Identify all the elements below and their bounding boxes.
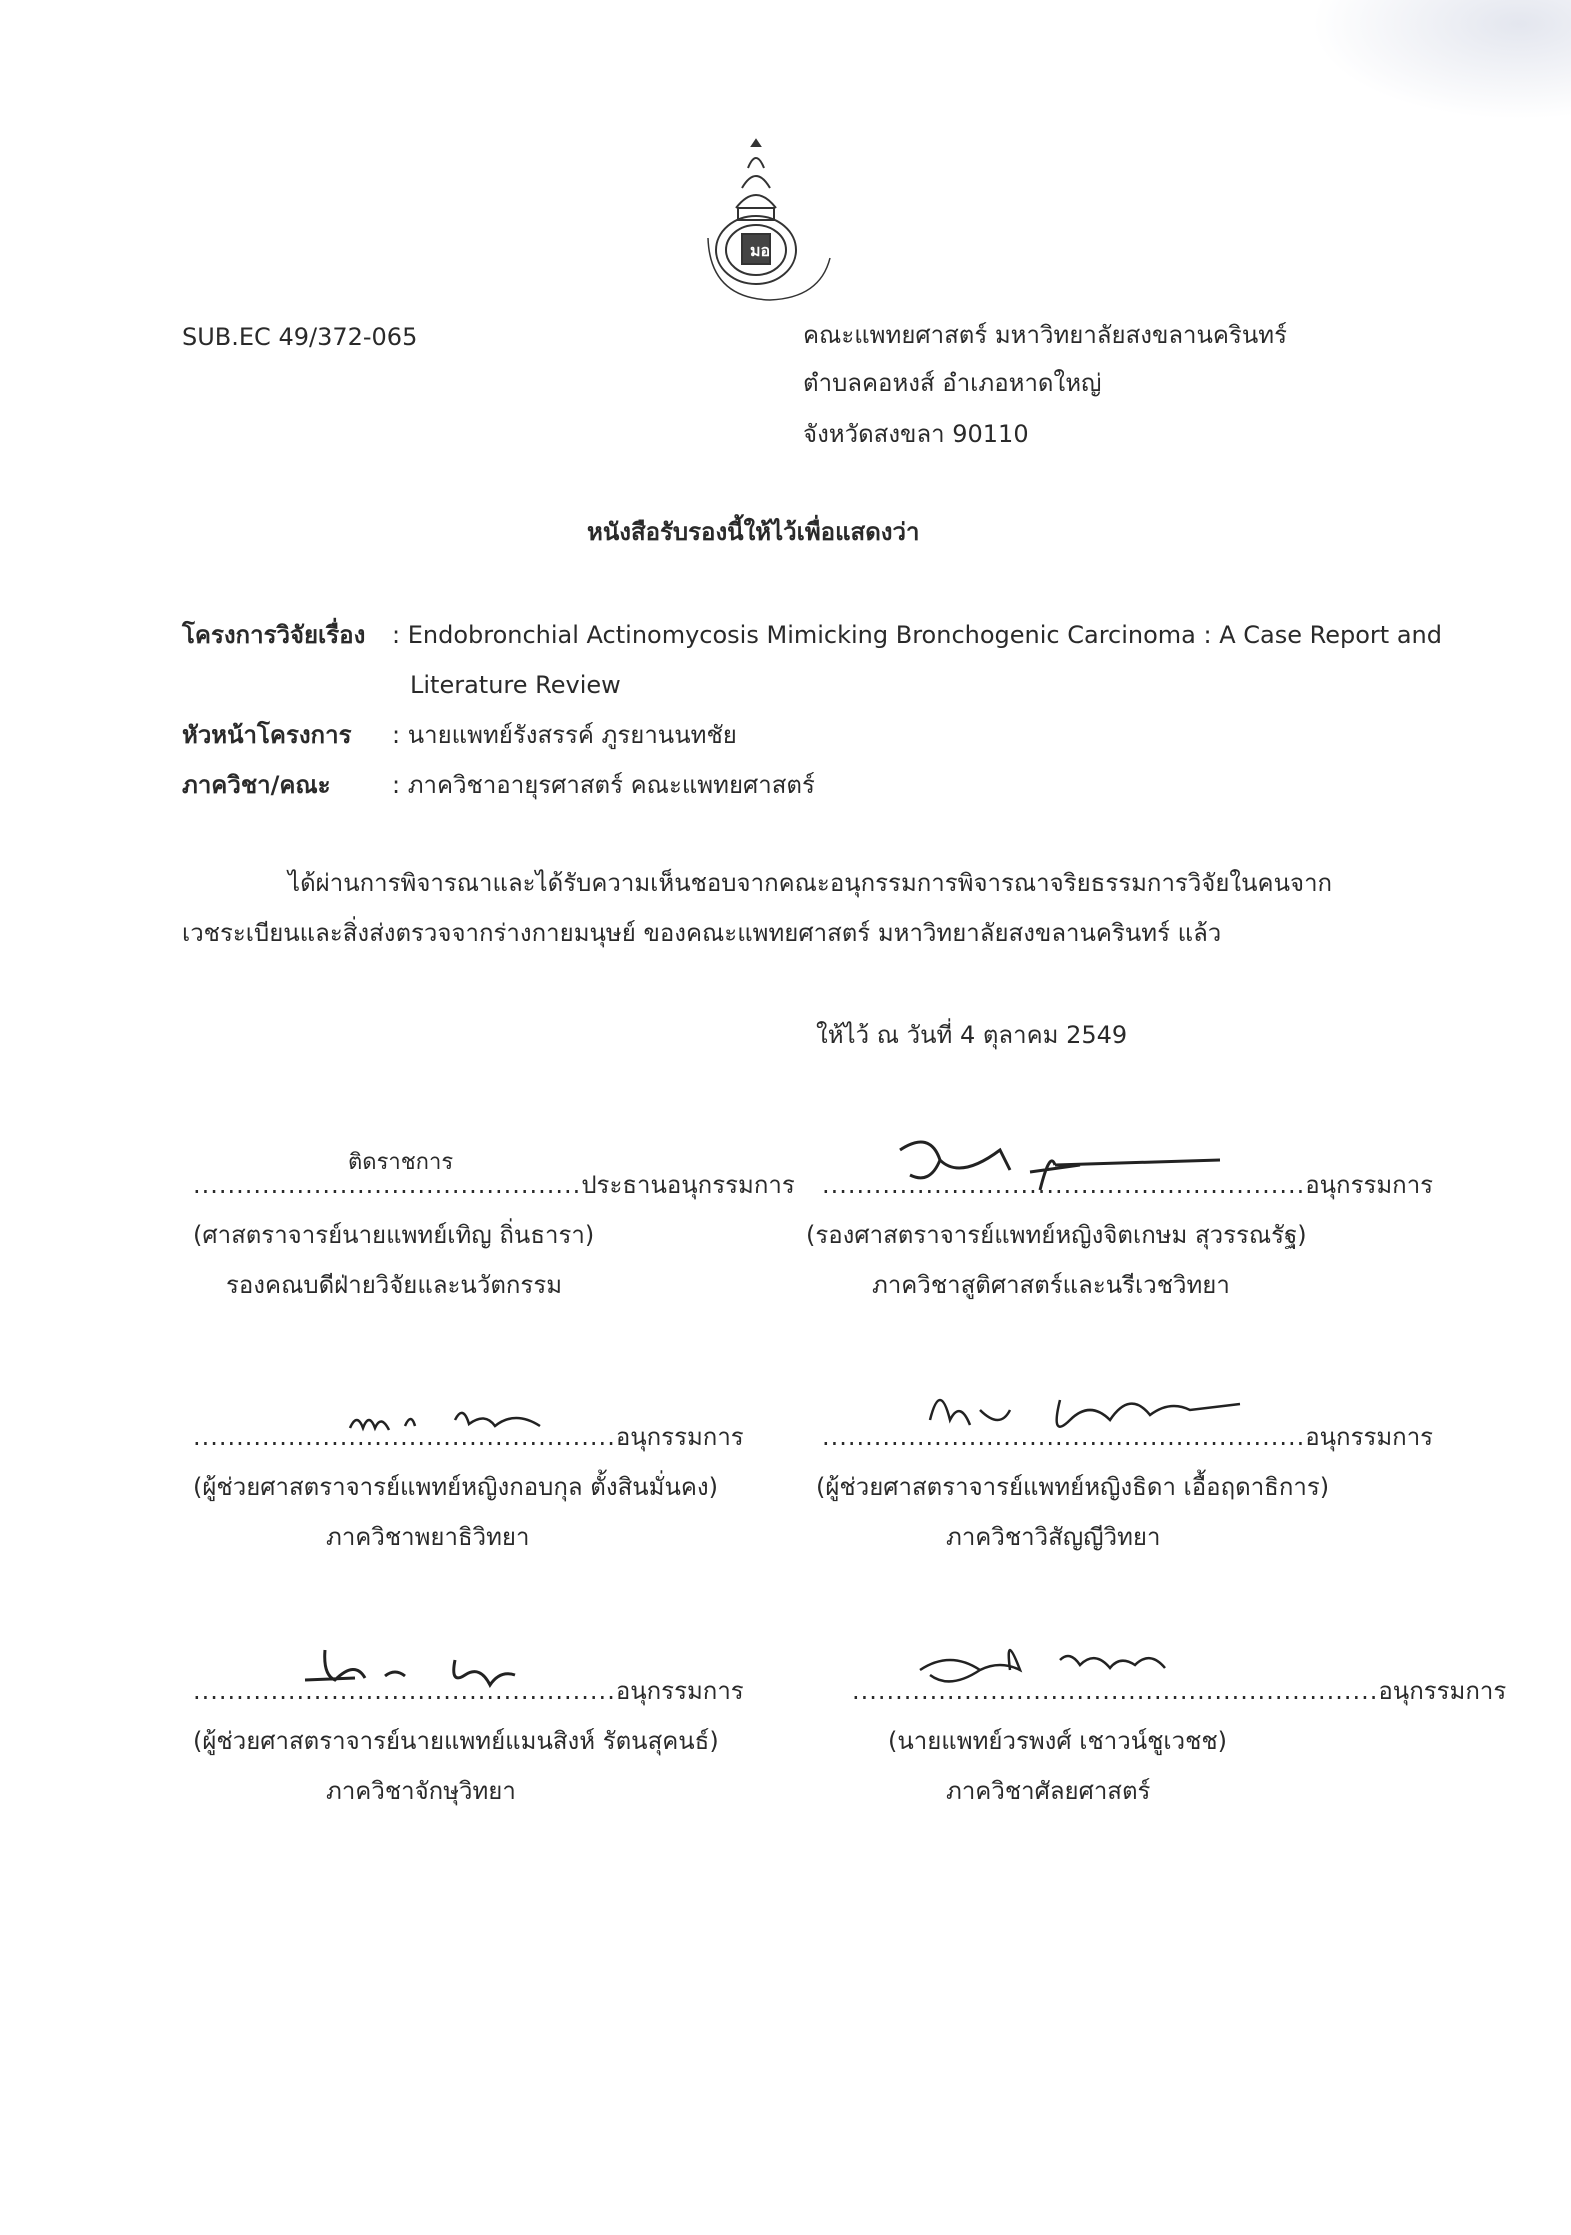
signatory-6-name: (นายแพทย์วรพงศ์ เชาวน์ชูเวชช): [888, 1727, 1228, 1755]
project-title-label: โครงการวิจัยเรื่อง: [182, 621, 366, 649]
svg-text:มอ: มอ: [750, 241, 771, 260]
department-value: : ภาควิชาอายุรศาสตร์ คณะแพทยศาสตร์: [392, 771, 815, 799]
signatory-5-position: ภาควิชาจักษุวิทยา: [326, 1777, 516, 1805]
absence-note: ติดราชการ: [348, 1150, 454, 1175]
signature-line-2: ........................................................อนุกรรมการ: [822, 1171, 1434, 1199]
project-title-line-2: Literature Review: [410, 671, 621, 699]
signatory-4-position: ภาควิชาวิสัญญีวิทยา: [946, 1523, 1161, 1551]
signatory-1-position: รองคณบดีฝ่ายวิจัยและนวัตกรรม: [226, 1271, 563, 1299]
address-line-1: คณะแพทยศาสตร์ มหาวิทยาลัยสงขลานครินทร์: [803, 321, 1287, 349]
faculty-seal-icon: [690, 138, 850, 308]
signatory-4-name: (ผู้ช่วยศาสตราจารย์แพทย์หญิงธิดา เอื้อฤดาธิการ): [816, 1473, 1330, 1501]
body-line-2: เวชระเบียนและสิ่งส่งตรวจจากร่างกายมนุษย์ ของคณะแพทยศาสตร์ มหาวิทยาลัยสงขลานครินทร์ แล้ว: [182, 919, 1222, 947]
signature-line-6: .............................................................อนุกรรมการ: [852, 1677, 1507, 1705]
address-line-3: จังหวัดสงขลา 90110: [803, 420, 1029, 448]
certificate-heading: หนังสือรับรองนี้ให้ไว้เพื่อแสดงว่า: [587, 518, 920, 546]
signature-line-4: ........................................................อนุกรรมการ: [822, 1423, 1434, 1451]
signature-line-1: .............................................ประธานอนุกรรมการ: [193, 1171, 795, 1199]
scan-smudge: [1311, 0, 1571, 120]
signatory-2-position: ภาควิชาสูติศาสตร์และนรีเวชวิทยา: [872, 1271, 1230, 1299]
issue-date: ให้ไว้ ณ วันที่ 4 ตุลาคม 2549: [816, 1021, 1128, 1049]
signatory-5-name: (ผู้ช่วยศาสตราจารย์นายแพทย์แมนสิงห์ รัตนสุคนธ์): [193, 1727, 719, 1755]
reference-number: SUB.EC 49/372-065: [182, 323, 418, 351]
body-line-1: ได้ผ่านการพิจารณาและได้รับความเห็นชอบจากคณะอนุกรรมการพิจารณาจริยธรรมการวิจัยในคนจาก: [288, 869, 1333, 897]
project-head-value: : นายแพทย์รังสรรค์ ภูรยานนทชัย: [392, 721, 737, 749]
signatory-3-position: ภาควิชาพยาธิวิทยา: [326, 1523, 530, 1551]
department-label: ภาควิชา/คณะ: [182, 771, 331, 799]
project-head-label: หัวหน้าโครงการ: [182, 721, 352, 749]
signatory-3-name: (ผู้ช่วยศาสตราจารย์แพทย์หญิงกอบกุล ตั้งสินมั่นคง): [193, 1473, 718, 1501]
project-title-line-1: : Endobronchial Actinomycosis Mimicking Bronchogenic Carcinoma : A Case Report and: [392, 621, 1442, 649]
signatory-1-name: (ศาสตราจารย์นายแพทย์เทิญ ถิ่นธารา): [193, 1221, 595, 1249]
signature-line-5: .................................................อนุกรรมการ: [193, 1677, 744, 1705]
address-line-2: ตำบลคอหงส์ อำเภอหาดใหญ่: [803, 369, 1102, 397]
signature-line-3: .................................................อนุกรรมการ: [193, 1423, 744, 1451]
signatory-2-name: (รองศาสตราจารย์แพทย์หญิงจิตเกษม สุวรรณรัฐ): [806, 1221, 1307, 1249]
signatory-6-position: ภาควิชาศัลยศาสตร์: [946, 1777, 1151, 1805]
